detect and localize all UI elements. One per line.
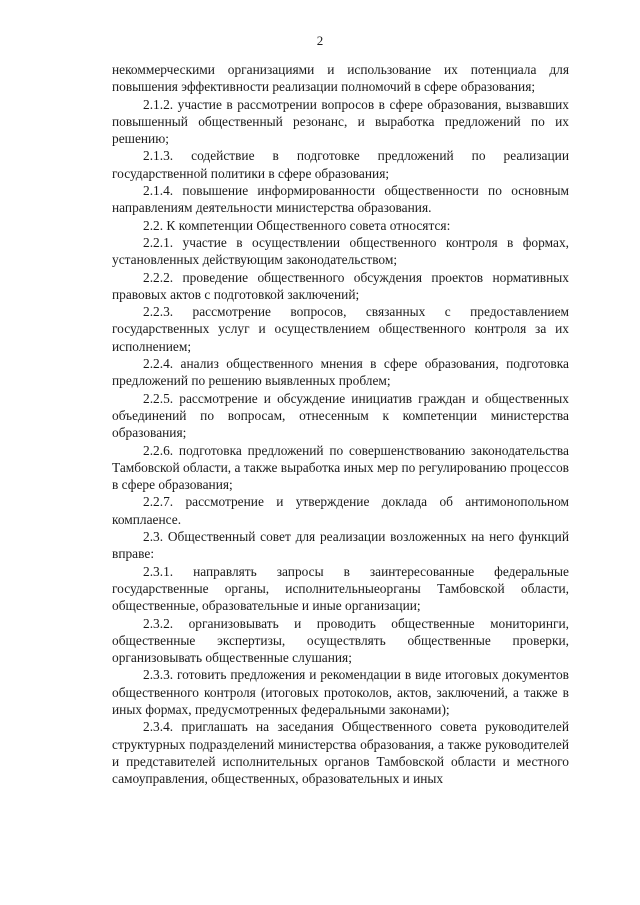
paragraph: 2.1.4. повышение информированности общественности по основным направлениям деятельности министерства образования. — [112, 183, 569, 216]
paragraph: 2.3. Общественный совет для реализации возложенных на него функций вправе: — [112, 529, 569, 562]
paragraph: 2.2.1. участие в осуществлении общественного контроля в формах, установленных действующим законодательством; — [112, 234, 569, 268]
paragraph: 2.2.2. проведение общественного обсуждения проектов нормативных правовых актов с подготовкой заключений; — [112, 269, 569, 302]
paragraph: 2.3.2. организовывать и проводить общественные мониторинги, общественные экспертизы, осуществлять общественные проверки, организовывать общественные слушания; — [112, 615, 569, 666]
paragraph: некоммерческими организациями и использование их потенциала для повышения эффективности реализации полномочий в сфере образования; — [112, 62, 569, 95]
paragraph: 2.2.7. рассмотрение и утверждение доклада об антимонопольном комплаенсе. — [112, 494, 569, 527]
paragraph: 2.2.4. анализ общественного мнения в сфере образования, подготовка предложений по решению выявленных проблем; — [112, 356, 569, 389]
paragraph: 2.3.4. приглашать на заседания Общественного совета руководителей структурных подразделений министерства образования, а также руководителей и представителей исполнительных органов Тамбовской области и местного самоуправления, общественных, образовательных и иных — [112, 719, 569, 787]
paragraph: 2.2. К компетенции Общественного совета относятся: — [143, 217, 451, 233]
page-number: 2 — [316, 33, 324, 48]
paragraph: 2.1.2. участие в рассмотрении вопросов в сфере образования, вызвавших повышенный общественный резонанс, и выработка предложений по их решению; — [112, 96, 569, 147]
document-body — [112, 61, 569, 787]
paragraph: 2.3.1. направлять запросы в заинтересованные федеральные государственные органы, исполнительныеорганы Тамбовской области, общественные, образовательные и иные организации; — [112, 563, 569, 614]
paragraph: 2.1.3. содействие в подготовке предложений по реализации государственной политики в сфере образования; — [112, 148, 569, 181]
paragraph: 2.3.3. готовить предложения и рекомендации в виде итоговых документов общественного контроля (итоговых протоколов, актов, заключений, а также в иных формах, предусмотренных федеральными законами); — [112, 667, 569, 717]
paragraph: 2.2.5. рассмотрение и обсуждение инициатив граждан и общественных объединений по вопросам, отнесенным к компетенции министерства образования; — [112, 390, 569, 441]
paragraph: 2.2.3. рассмотрение вопросов, связанных с предоставлением государственных услуг и осуществлением общественного контроля за их исполнением; — [112, 304, 569, 354]
paragraph: 2.2.6. подготовка предложений по совершенствованию законодательства Тамбовской области, а также выработка иных мер по регулированию процессов в сфере образования; — [112, 442, 569, 493]
